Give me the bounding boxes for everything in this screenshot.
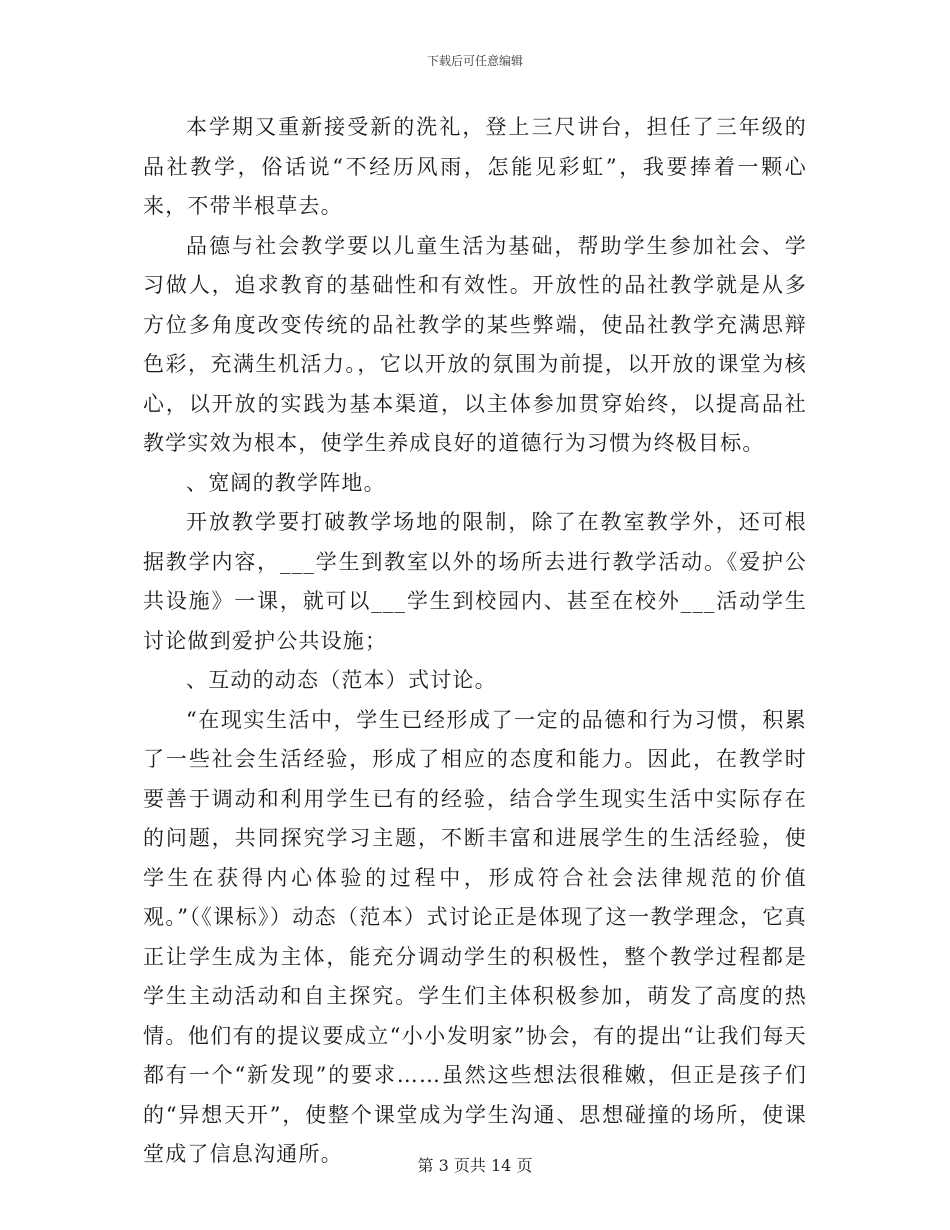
paragraph-teaching-space: 开放教学要打破教学场地的限制，除了在教室教学外，还可根据教学内容，___学生到教室以外的场所去进行教学活动。《爱护公共设施》一课，就可以___学生到校园内、甚至在校外___活动学生讨论做到爱护公共设施； <box>143 510 807 653</box>
paragraph-open-teaching: 品德与社会教学要以儿童生活为基础，帮助学生参加社会、学习做人，追求教育的基础性和有效性。开放性的品社教学就是从多方位多角度改变传统的品社教学的某些弊端，使品社教学充满思辩色彩，充满生机活力。，它以开放的氛围为前提，以开放的课堂为核心，以开放的实践为基本渠道，以主体参加贯穿始终，以提高品社教学实效为根本，使学生养成良好的道德行为习惯为终极目标。 <box>143 233 807 455</box>
document-body <box>143 108 807 1175</box>
page-header: 下载后可任意编辑 <box>426 54 523 68</box>
section-heading-teaching-space: 、宽阔的教学阵地。 <box>186 470 386 495</box>
page-number: 第 3 页共 14 页 <box>417 1156 533 1175</box>
paragraph-interactive-discussion: “在现实生活中，学生已经形成了一定的品德和行为习惯，积累了一些社会生活经验，形成了相应的态度和能力。因此，在教学时要善于调动和利用学生已有的经验，结合学生现实生活中实际存在的问题，共同探究学习主题，不断丰富和进展学生的生活经验，使学生在获得内心体验的过程中，形成符合社会法律规范的价值观。”（《课标》）动态（范本）式讨论正是体现了这一教学理念，它真正让学生成为主体，能充分调动学生的积极性，整个教学过程都是学生主动活动和自主探究。学生们主体积极参加，萌发了高度的热情。他们有的提议要成立“小小发明家”协会，有的提出“让我们每天都有一个“新发现”的要求……虽然这些想法很稚嫩，但正是孩子们的“异想天开”，使整个课堂成为学生沟通、思想碰撞的场所，使课堂成了信息沟通所。 <box>143 707 807 1166</box>
section-heading-interactive-discussion: 、互动的动态（范本）式讨论。 <box>186 668 497 692</box>
paragraph-intro: 本学期又重新接受新的洗礼，登上三尺讲台，担任了三年级的品社教学，俗话说“不经历风雨，怎能见彩虹”，我要捧着一颗心来，不带半根草去。 <box>143 115 807 218</box>
